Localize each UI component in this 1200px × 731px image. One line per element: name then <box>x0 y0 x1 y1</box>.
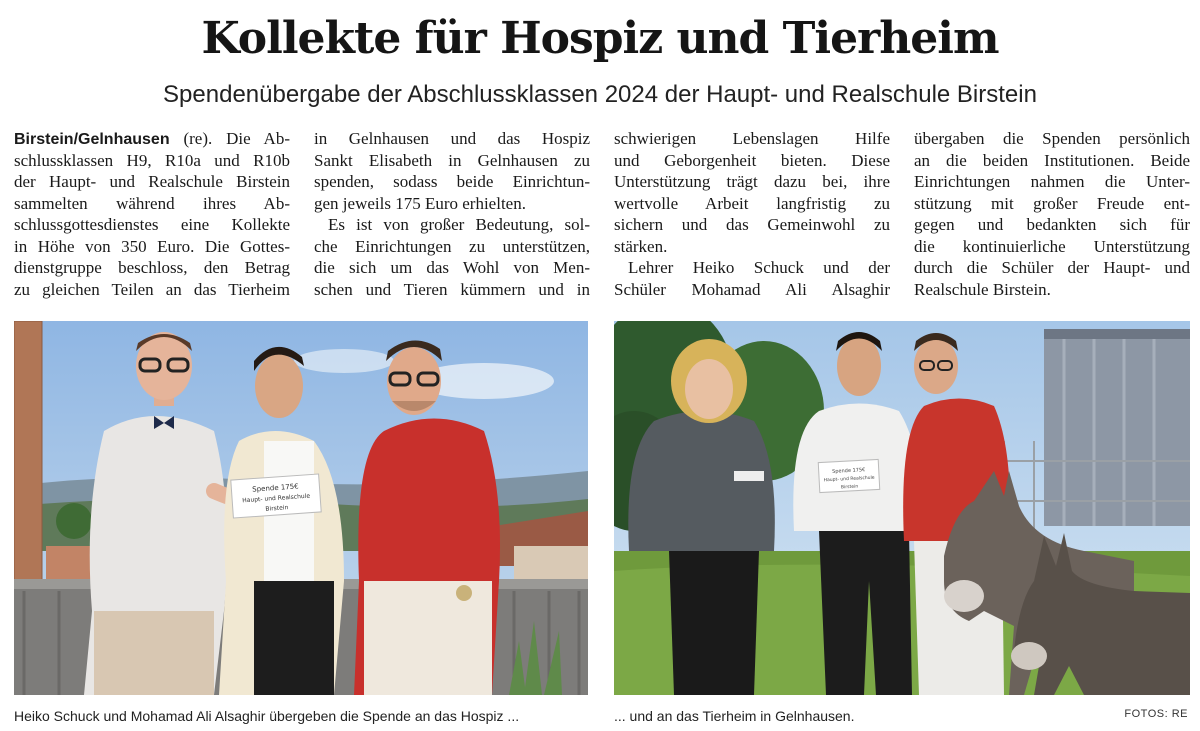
article-column-2 <box>314 128 590 300</box>
column-line: Einrichtungen nahmen die Unter- <box>914 172 1190 191</box>
column-line: schwierigen Lebenslagen Hilfe <box>614 129 890 148</box>
column-line: in Gelnhausen und das Hospiz <box>314 129 590 148</box>
column-line: che Einrichtungen zu unterstützen, <box>314 236 590 256</box>
column-line: Birstein/Gelnhausen (re). Die Ab- <box>14 129 290 148</box>
article-column-3 <box>614 128 890 300</box>
column-line: stützung mit großer Freude ent- <box>914 193 1190 213</box>
sign-text-line: Birstein <box>840 484 859 491</box>
sign-text-line: Spende 175€ <box>252 482 299 494</box>
column-line: die sich um das Wohl von Men- <box>314 258 590 277</box>
dateline: Birstein/Gelnhausen <box>14 131 170 148</box>
subheadline: Spendenübergabe der Abschlussklassen 2024 der Haupt- und Realschule Birstein <box>163 81 1037 108</box>
column-line: und Geborgenheit bieten. Diese <box>614 150 890 170</box>
column-line: durch die Schüler der Haupt- und <box>914 258 1190 277</box>
caption-hospiz: Heiko Schuck und Mohamad Ali Alsaghir übergeben die Spende an das Hospiz ... <box>14 708 520 724</box>
sign-text-line: Haupt- und Realschule <box>823 475 875 484</box>
column-line: an die beiden Institutionen. Beide <box>914 150 1190 170</box>
column-line: dienstgruppe beschloss, den Betrag <box>14 258 290 277</box>
column-line: schen und Tieren kümmern und in <box>314 279 590 299</box>
photo-credit: FOTOS: RE <box>1124 708 1188 720</box>
photo-tierheim-image <box>614 321 1190 695</box>
column-line: in Höhe von 350 Euro. Die Gottes- <box>14 236 290 256</box>
article-column-1 <box>14 128 290 300</box>
photo-hospiz-image <box>14 321 588 695</box>
article-column-4 <box>914 128 1190 300</box>
column-line: wertvolle Arbeit langfristig zu <box>614 193 890 213</box>
column-line: Sankt Elisabeth in Gelnhausen zu <box>314 150 590 170</box>
column-line: stärken. <box>614 236 668 256</box>
column-line: schlussklassen H9, R10a und R10b <box>14 150 290 170</box>
headline: Kollekte für Hospiz und Tierheim <box>201 13 999 64</box>
column-line: schlussgottesdienstes eine Kollekte <box>14 215 290 234</box>
column-line: der Haupt- und Realschule Birstein <box>14 172 290 191</box>
sign-text-line: Spende 175€ <box>832 467 866 475</box>
column-line: gegen und bedankten sich für <box>914 215 1190 234</box>
column-line: spenden, sodass beide Einrichtun- <box>314 172 590 191</box>
photo-hospiz <box>14 321 588 695</box>
photo-tierheim <box>614 321 1190 695</box>
column-line: die kontinuierliche Unterstützung <box>914 236 1190 256</box>
column-line: sammelten während ihres Ab- <box>14 193 290 213</box>
sign-text-line: Birstein <box>265 504 289 513</box>
column-line: sichern und das Gemeinwohl zu <box>614 215 890 234</box>
column-line: Unterstützung trägt dazu bei, ihre <box>614 172 890 191</box>
column-line: gen jeweils 175 Euro erhielten. <box>314 193 526 213</box>
column-line: Lehrer Heiko Schuck und der <box>628 258 890 277</box>
column-line: Realschule Birstein. <box>914 279 1051 299</box>
column-line: zu gleichen Teilen an das Tierheim <box>14 279 290 299</box>
sign-text-line: Haupt- und Realschule <box>242 492 311 505</box>
column-line: Es ist von großer Bedeutung, sol- <box>328 215 590 234</box>
caption-tierheim: ... und an das Tierheim in Gelnhausen. <box>614 708 855 724</box>
column-line: übergaben die Spenden persönlich <box>914 129 1190 148</box>
column-line: Schüler Mohamad Ali Alsaghir <box>614 279 890 299</box>
